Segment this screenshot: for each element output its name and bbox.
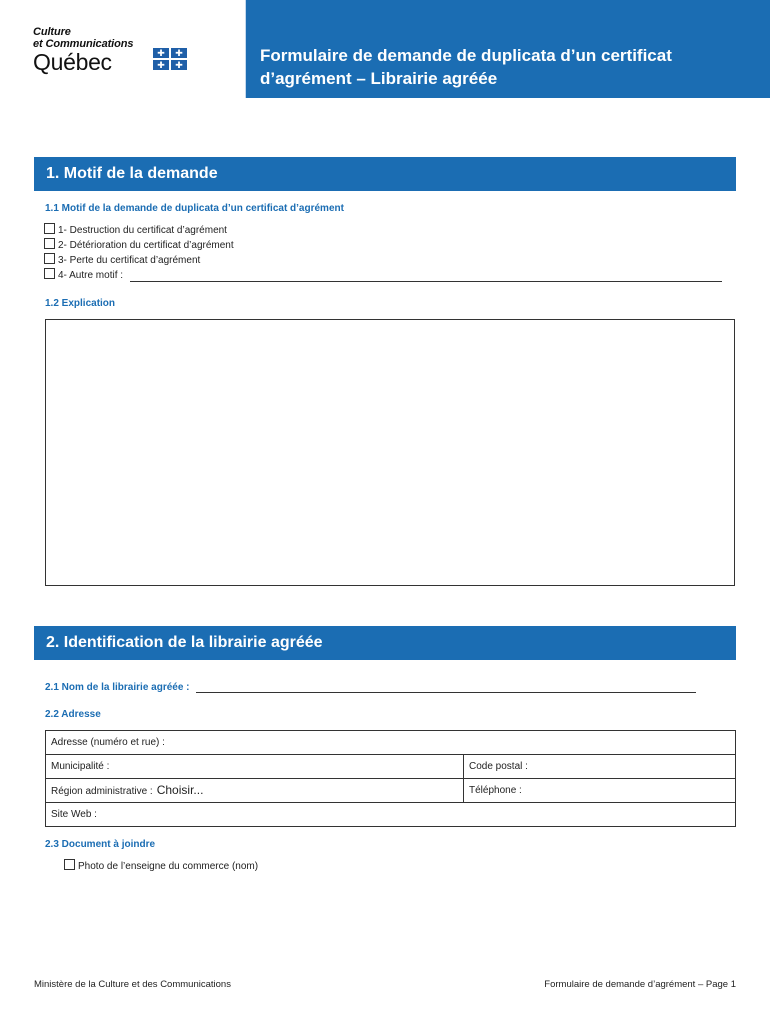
section-1-header: 1. Motif de la demande xyxy=(34,157,736,191)
subheading-1-2: 1.2 Explication xyxy=(45,298,116,309)
option-perte[interactable]: 3- Perte du certificat d’agrément xyxy=(44,253,200,267)
subheading-2-3: 2.3 Document à joindre xyxy=(45,839,156,850)
subheading-2-1: 2.1 Nom de la librairie agréée : xyxy=(45,682,735,693)
ministry-logo xyxy=(33,26,193,76)
street-field[interactable]: Adresse (numéro et rue) : xyxy=(51,737,165,748)
postal-code-field[interactable]: Code postal : xyxy=(469,761,528,772)
checkbox[interactable] xyxy=(64,859,75,870)
page-title: Formulaire de demande de duplicata d’un certificat d’agrément – Librairie agréée xyxy=(260,46,672,88)
checkbox[interactable] xyxy=(44,238,55,249)
footer-right: Formulaire de demande d’agrément – Page 1 xyxy=(544,979,736,990)
logo-line-1: Culture xyxy=(33,26,71,38)
subheading-2-2: 2.2 Adresse xyxy=(45,709,101,720)
website-field[interactable]: Site Web : xyxy=(51,809,97,820)
logo-line-2: et Communications xyxy=(33,38,134,50)
option-photo-enseigne[interactable]: Photo de l’enseigne du commerce (nom) xyxy=(64,859,258,873)
option-deterioration[interactable]: 2- Détérioration du certificat d’agrément xyxy=(44,238,234,252)
header-banner xyxy=(245,0,770,98)
checkbox[interactable] xyxy=(44,253,55,264)
footer-left: Ministère de la Culture et des Communications xyxy=(34,979,231,990)
section-2-header: 2. Identification de la librairie agréée xyxy=(34,626,736,660)
phone-field[interactable]: Téléphone : xyxy=(469,785,522,796)
subheading-1-1: 1.1 Motif de la demande de duplicata d’un certificat d’agrément xyxy=(45,203,344,214)
region-select[interactable]: Choisir... xyxy=(156,783,204,797)
city-field[interactable]: Municipalité : xyxy=(46,755,464,778)
checkbox[interactable] xyxy=(44,223,55,234)
region-field[interactable]: Région administrative : Choisir... xyxy=(46,779,464,802)
librairie-name-field[interactable] xyxy=(196,683,696,693)
quebec-flag-icon: ✚ ✚ ✚ ✚ xyxy=(153,48,187,70)
logo-line-3: Québec xyxy=(33,49,112,75)
address-table xyxy=(45,730,736,827)
checkbox[interactable] xyxy=(44,268,55,279)
option-autre[interactable]: 4- Autre motif : xyxy=(44,268,734,282)
explication-textarea[interactable] xyxy=(45,319,735,586)
autre-motif-field[interactable] xyxy=(130,272,722,282)
option-destruction[interactable]: 1- Destruction du certificat d’agrément xyxy=(44,223,227,237)
